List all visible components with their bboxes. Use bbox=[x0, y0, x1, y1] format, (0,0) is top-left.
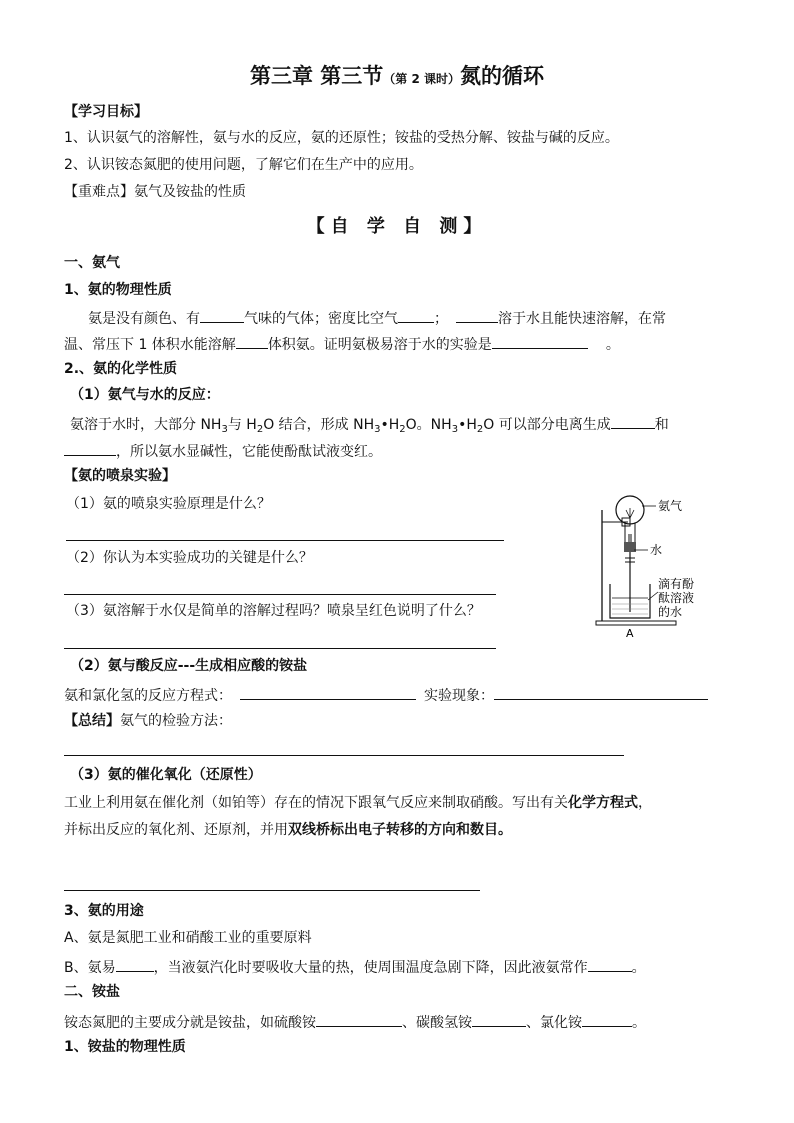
catalytic-line-2: 并标出反应的氧化剂、还原剂，并用双线桥标出电子转移的方向和数目。 bbox=[64, 822, 512, 838]
use-a: A、氨是氮肥工业和硝酸工业的重要原料 bbox=[64, 930, 312, 946]
focus-label: 【重难点】 bbox=[64, 184, 134, 200]
summary-text: 氨气的检验方法： bbox=[120, 713, 232, 729]
blank-ammonium-bicarbonate[interactable] bbox=[472, 1012, 526, 1027]
title-chapter: 第三章 第三节 bbox=[249, 64, 384, 88]
section-ammonium-salts-title: 二、铵盐 bbox=[64, 984, 120, 1000]
summary-line bbox=[64, 713, 232, 730]
summary-label: 【总结】 bbox=[64, 713, 120, 729]
stopper bbox=[624, 542, 636, 552]
objective-2: 2、认识铵态氮肥的使用问题，了解它们在生产中的应用。 bbox=[64, 157, 423, 173]
blank-ammonium-sulfate[interactable] bbox=[316, 1012, 402, 1027]
self-test-heading: 【自 学 自 测】 bbox=[306, 216, 488, 237]
answer-line-2[interactable] bbox=[64, 594, 496, 595]
fountain-experiment-label: 【氨的喷泉实验】 bbox=[64, 468, 176, 484]
blank-smell[interactable] bbox=[200, 308, 244, 323]
figure-label-solution-1: 滴有酚 bbox=[658, 577, 695, 591]
blank-ion-1[interactable] bbox=[611, 414, 655, 429]
ammonia-uses-title: 3、氨的用途 bbox=[64, 903, 144, 919]
physical-properties-line-1: 氨是没有颜色、有 气味的气体；密度比空气 ； 溶于水且能快速溶解，在常 bbox=[88, 308, 666, 328]
blank-refrigerant[interactable] bbox=[588, 957, 632, 972]
catalytic-oxidation-title: （3）氨的催化氧化（还原性） bbox=[70, 767, 262, 783]
reaction-with-acid-title: （2）氨与酸反应---生成相应酸的铵盐 bbox=[70, 658, 308, 674]
answer-line-3[interactable] bbox=[64, 648, 496, 649]
question-3: （3）氨溶解于水仅是简单的溶解过程吗？喷泉呈红色说明了什么？ bbox=[66, 603, 481, 619]
blank-ammonium-chloride[interactable] bbox=[582, 1012, 632, 1027]
blank-liquefy[interactable] bbox=[116, 957, 154, 972]
objectives-label: 【学习目标】 bbox=[64, 104, 148, 120]
focus-line bbox=[64, 184, 246, 201]
title-lesson: （第 2 课时） bbox=[383, 72, 461, 86]
figure-caption: A bbox=[626, 627, 634, 640]
answer-line-detection[interactable] bbox=[64, 755, 624, 756]
answer-line-1[interactable] bbox=[66, 540, 504, 541]
title-topic: 氮的循环 bbox=[460, 64, 545, 88]
fountain-apparatus-figure bbox=[592, 488, 738, 640]
water-reaction-line-1: 氨溶于水时，大部分 $NH_3$与 $H_2O$ 结合，形成 $NH_3•H_2O$。$NH_3•H_2O$ 可以部分电离生成 和 bbox=[70, 414, 669, 436]
acid-reaction-line: 氨和氯化氢的反应方程式： 实验现象： bbox=[64, 685, 708, 705]
blank-phenomenon[interactable] bbox=[494, 685, 708, 700]
section-ammonia-title: 一、氨气 bbox=[64, 255, 120, 271]
focus-text: 氨气及铵盐的性质 bbox=[134, 184, 246, 200]
blank-ion-2[interactable] bbox=[64, 441, 116, 456]
stand-base bbox=[596, 621, 676, 625]
figure-label-solution-3: 的水 bbox=[658, 605, 683, 619]
blank-volume[interactable] bbox=[236, 334, 268, 349]
question-2: （2）你认为本实验成功的关键是什么？ bbox=[66, 550, 313, 566]
figure-label-gas: 氨气 bbox=[658, 499, 683, 513]
blank-solubility[interactable] bbox=[456, 308, 498, 323]
figure-label-solution-2: 酞溶液 bbox=[658, 591, 695, 605]
use-b: B、氨易 ，当液氨汽化时要吸收大量的热，使周围温度急剧下降，因此液氨常作 。 bbox=[64, 957, 646, 977]
catalytic-line-1: 工业上利用氨在催化剂（如铂等）存在的情况下跟氧气反应来制取硝酸。写出有关化学方程式， bbox=[64, 795, 652, 811]
blank-equation-hcl[interactable] bbox=[240, 685, 416, 700]
question-1: （1）氨的喷泉实验原理是什么？ bbox=[66, 496, 271, 512]
objective-1: 1、认识氨气的溶解性，氨与水的反应，氨的还原性；铵盐的受热分解、铵盐与碱的反应。 bbox=[64, 130, 619, 146]
physical-properties-title: 1、氨的物理性质 bbox=[64, 282, 172, 298]
reaction-with-water-title: （1）氨气与水的反应： bbox=[70, 387, 220, 403]
figure-label-water: 水 bbox=[650, 543, 663, 557]
ammonium-salts-physical-title: 1、铵盐的物理性质 bbox=[64, 1039, 186, 1055]
chemical-properties-title: 2.、氨的化学性质 bbox=[64, 361, 178, 377]
blank-density[interactable] bbox=[398, 308, 434, 323]
answer-line-catalytic[interactable] bbox=[64, 890, 480, 891]
ammonium-salts-line: 铵态氮肥的主要成分就是铵盐，如硫酸铵 、碳酸氢铵 、氯化铵 。 bbox=[64, 1012, 646, 1032]
physical-properties-line-2: 温、常压下 1 体积水能溶解 体积氨。证明氨极易溶于水的实验是 。 bbox=[64, 334, 620, 354]
water-reaction-line-2: ，所以氨水显碱性，它能使酚酞试液变红。 bbox=[64, 441, 382, 461]
blank-experiment[interactable] bbox=[492, 334, 588, 349]
page-title bbox=[0, 64, 794, 89]
